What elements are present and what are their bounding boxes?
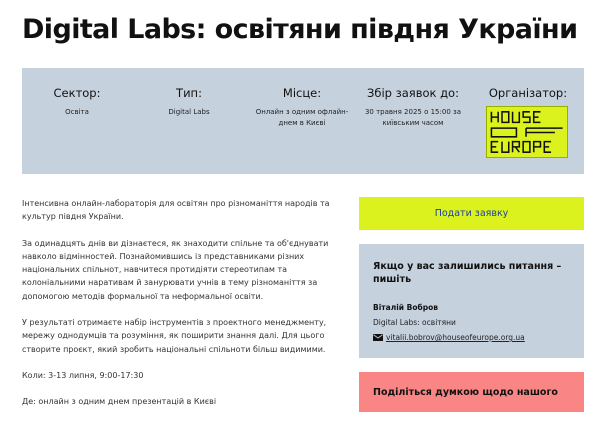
info-type xyxy=(148,86,230,118)
info-organizer xyxy=(480,86,576,100)
feedback-card[interactable] xyxy=(359,372,584,412)
info-organizer-label: Організатор: xyxy=(488,86,568,100)
info-sector-label: Сектор: xyxy=(53,86,101,100)
envelope-icon xyxy=(373,334,383,341)
contact-email-link[interactable]: vitalii.bobrov@houseofeurope.org.ua xyxy=(386,333,525,342)
contact-name: Віталій Вобров xyxy=(373,303,438,312)
info-deadline xyxy=(362,86,464,129)
contact-heading: Якщо у вас залишились питання – пишіть xyxy=(373,261,562,285)
event-info-panel xyxy=(22,68,584,174)
event-description xyxy=(22,197,332,422)
info-place xyxy=(254,86,350,129)
description-where: Де: онлайн з одним днем презентацій в Києві xyxy=(22,397,217,407)
info-type-value: Digital Labs xyxy=(168,108,210,116)
description-paragraph-2: За одинадцять днів ви дізнаєтеся, як знаходити спільне та об'єднувати навколо відмінностей. Познайомившись із представниками різних національних спільнот, навчитеся протидіяти стереотипам та колоніальними наративам й занурювати учнів в тему різноманіття за допомогою методів формальної та неформальної освіти. xyxy=(22,238,329,301)
info-place-value: Онлайн з одним офлайн-днем в Києві xyxy=(255,108,349,127)
house-of-europe-logo[interactable] xyxy=(486,106,568,158)
info-type-label: Тип: xyxy=(176,86,202,100)
feedback-heading: Поділіться думкою щодо нашого xyxy=(373,387,558,398)
contact-card xyxy=(359,244,584,358)
description-paragraph-3: У результаті отримаєте набір інструментів з проектного менеджменту, мережу однодумців та розуміння, як поширити знання далі. Для цього створите проєкт, який зробить національні спільноти більш видимими. xyxy=(22,318,327,354)
contact-org: Digital Labs: освітяни xyxy=(373,318,456,327)
contact-email-row xyxy=(373,333,570,342)
description-paragraph-1: Інтенсивна онлайн-лабораторія для освітян про різноманіття народів та культур півдня України. xyxy=(22,199,330,222)
description-when: Коли: 3-13 липня, 9:00-17:30 xyxy=(22,370,144,380)
info-deadline-label: Збір заявок до: xyxy=(367,86,459,100)
info-place-label: Місце: xyxy=(282,86,322,100)
house-of-europe-logo-graphic xyxy=(487,107,567,157)
apply-button[interactable]: Подати заявку xyxy=(359,197,584,230)
info-sector-value: Освіта xyxy=(65,108,89,116)
page-title: Digital Labs: освітяни півдня України xyxy=(22,14,578,45)
info-deadline-value: 30 травня 2025 о 15:00 за київським часом xyxy=(364,108,462,127)
info-sector xyxy=(36,86,118,118)
